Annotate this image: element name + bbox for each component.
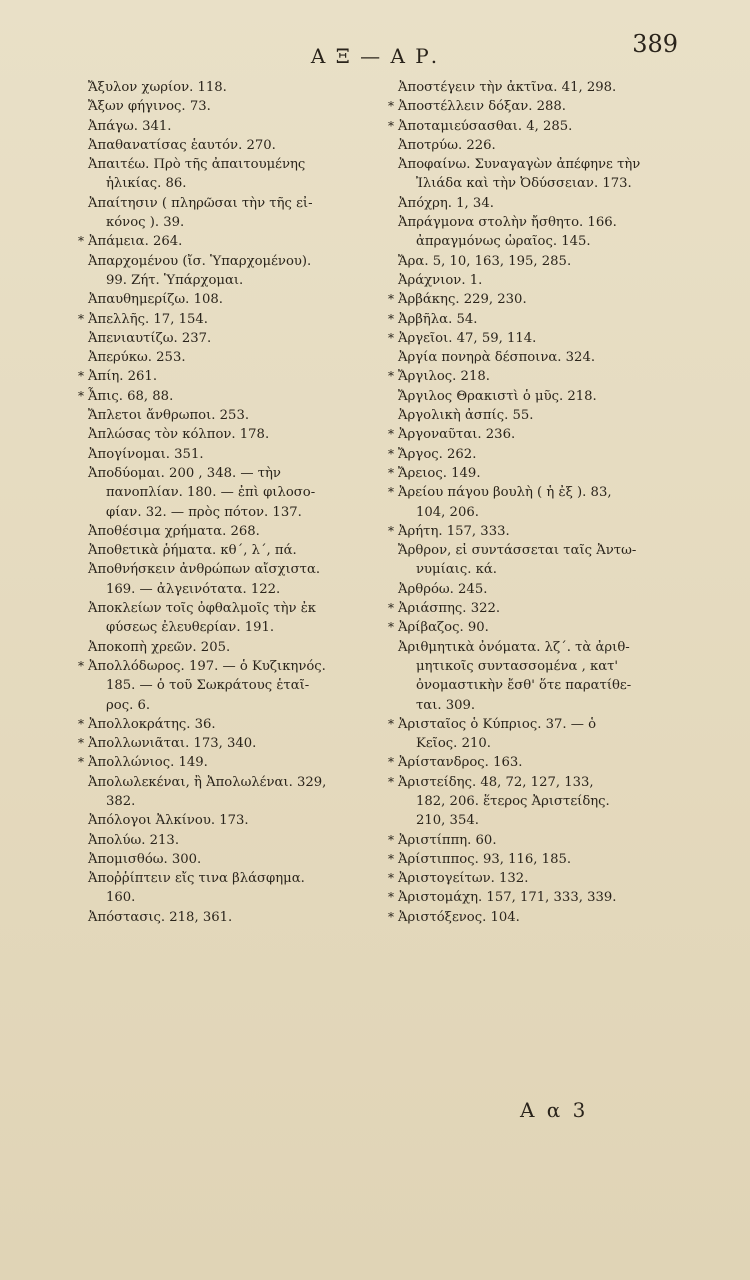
entry-line: Ἀποστέλλειν δόξαν. 288. [398,99,566,115]
entry-line: Ἀριάσπης. 322. [398,601,501,617]
index-entry [388,290,692,309]
entry-continuation-line: ἡλικίας. 86. [106,176,187,192]
page-number: 389 [632,30,678,58]
entry-line: Ἀποθετικὰ ῥήματα. κθ΄, λ΄, πά. [88,543,297,559]
entry-line: Ἀρβάκης. 229, 230. [398,292,527,308]
index-entry [388,310,692,329]
index-entry [78,387,380,406]
entry-continuation-line: φίαν. 32. — πρὸς πότον. 137. [106,504,302,520]
asterisk-marker: * [388,871,394,886]
running-header: Α Ξ — Α Ρ. [310,44,440,68]
asterisk-marker: * [388,99,394,114]
asterisk-marker: * [388,832,394,847]
entry-line: Ἄξων φήγινος. 73. [88,99,211,115]
entry-line: Ἄρθρον, εἰ συντάσσεται ταῖς Ἀντω- [398,543,637,559]
index-entry [388,213,692,252]
index-entry [388,522,692,541]
index-entry [388,425,692,444]
entry-line: Ἀπερύκω. 253. [88,350,186,366]
asterisk-marker: * [388,601,394,616]
entry-line: Ἄργιλος Θρακιστὶ ὁ μῦς. 218. [398,388,597,404]
asterisk-marker: * [78,369,84,384]
asterisk-marker: * [388,369,394,384]
entry-continuation-line: 160. [106,890,136,906]
entry-continuation-line: 210, 354. [416,813,479,829]
entry-continuation-line: νυμίαις. κά. [416,562,497,578]
index-entry [78,715,380,734]
entry-line: Ἆπις. 68, 88. [88,388,174,404]
index-entry [388,483,692,522]
asterisk-marker: * [78,716,84,731]
entry-line: Ἀποῤῥίπτειν εἴς τινα βλάσφημα. [88,871,305,887]
entry-continuation-line: ρος. 6. [106,697,151,713]
index-entry [78,464,380,522]
entry-line: Ἄρα. 5, 10, 163, 195, 285. [398,253,572,269]
index-entry [388,348,692,367]
index-entry [388,773,692,831]
entry-line: Ἀπαίτησιν ( πληρῶσαι τὴν τῆς εἰ- [88,195,313,211]
entry-line: Ἀποθνήσκειν ἀνθρώπων αἴσχιστα. [88,562,321,578]
entry-line: Ἀπόλογοι Ἀλκίνου. 173. [88,813,249,829]
entry-line: Ἀρίστανδρος. 163. [398,755,523,771]
asterisk-marker: * [388,118,394,133]
index-entry [78,908,380,927]
index-entry [388,850,692,869]
asterisk-marker: * [388,851,394,866]
entry-line: Ἀρβῆλα. 54. [398,311,478,327]
entry-continuation-line: 169. — ἀλγεινότατα. 122. [106,581,281,597]
index-entry [388,117,692,136]
entry-continuation-line: 185. — ὁ τοῦ Σωκράτους ἑταῖ- [106,678,310,694]
index-entry [78,753,380,772]
entry-continuation-line: Κεῖος. 210. [416,736,491,752]
index-column-left [78,78,380,927]
entry-line: Ἀριθμητικὰ ὀνόματα. λζ΄. τὰ ἀριθ- [398,639,630,655]
index-entry [78,367,380,386]
entry-line: Ἀπαυθημερίζω. 108. [88,292,223,308]
entry-line: Ἀργοναῦται. 236. [398,427,516,443]
asterisk-marker: * [78,658,84,673]
entry-line: Ἀράχνιον. 1. [398,272,483,288]
asterisk-marker: * [78,311,84,326]
index-entry [388,97,692,116]
index-entry [78,445,380,464]
entry-line: Ἀποκλείων τοῖς ὀφθαλμοῖς τὴν ἐκ [88,601,317,617]
index-entry [388,406,692,425]
entry-line: Ἀπίη. 261. [88,369,158,385]
index-entry [78,831,380,850]
asterisk-marker: * [388,774,394,789]
index-entry [388,888,692,907]
index-entry [78,734,380,753]
entry-continuation-line: μητικοῖς συντασσομένα , κατ' [416,658,619,674]
index-entry [78,252,380,291]
index-entry [78,155,380,194]
index-entry [388,908,692,927]
asterisk-marker: * [388,755,394,770]
entry-line: Ἀρισταῖος ὁ Κύπριος. 37. — ὁ [398,716,597,732]
entry-line: Ἀποφαίνω. Συναγαγὼν ἀπέφηνε τὴν [398,157,641,173]
asterisk-marker: * [388,620,394,635]
entry-line: Ἄπλετοι ἄνθρωποι. 253. [88,408,250,424]
index-entry [388,387,692,406]
asterisk-marker: * [388,523,394,538]
entry-line: Ἀπόστασις. 218, 361. [88,909,233,925]
entry-line: Ἀριστίππη. 60. [398,832,497,848]
entry-line: Ἀργολικὴ ἀσπίς. 55. [398,408,534,424]
entry-continuation-line: πανοπλίαν. 180. — ἐπὶ φιλοσο- [106,485,316,501]
entry-continuation-line: 382. [106,793,136,809]
entry-line: Ἀπολλώνιος. 149. [88,755,208,771]
entry-line: Ἀπολλωνιᾶται. 173, 340. [88,736,257,752]
entry-line: Ἀπολύω. 213. [88,832,180,848]
entry-line: Ἀπολωλεκέναι, ἢ Ἀπολωλέναι. 329, [88,774,327,790]
entry-line: Ἄργος. 262. [398,446,477,462]
entry-line: Ἀρείου πάγου βουλὴ ( ἡ ἐξ ). 83, [398,485,612,501]
index-entry [388,638,692,715]
entry-line: Ἀρίβαζος. 90. [398,620,489,636]
entry-line: Ἀργεῖοι. 47, 59, 114. [398,330,537,346]
entry-line: Ἄργιλος. 218. [398,369,490,385]
index-entry [388,155,692,194]
index-entry [78,599,380,638]
asterisk-marker: * [78,736,84,751]
entry-continuation-line: ται. 309. [416,697,476,713]
entry-continuation-line: φύσεως ἐλευθερίαν. 191. [106,620,275,636]
index-entry [78,310,380,329]
entry-line: Ἀπαθανατίσας ἑαυτόν. 270. [88,137,276,153]
entry-line: Ἀπολλόδωρος. 197. — ὁ Κυζικηνός. [88,658,326,674]
index-entry [78,811,380,830]
index-entry [78,136,380,155]
entry-continuation-line: Ἰλιάδα καὶ τὴν Ὀδύσσειαν. 173. [416,176,632,192]
index-entry [388,753,692,772]
asterisk-marker: * [388,311,394,326]
index-entry [388,194,692,213]
entry-line: Ἀργία πονηρὰ δέσποινα. 324. [398,350,596,366]
entry-line: Ἀποτρύω. 226. [398,137,496,153]
entry-line: Ἀποθέσιμα χρήματα. 268. [88,523,260,539]
entry-line: Ἀπενιαυτίζω. 237. [88,330,212,346]
index-entry [78,232,380,251]
entry-line: Ἀπολλοκράτης. 36. [88,716,216,732]
entry-line: Ἀπαιτέω. Πρὸ τῆς ἀπαιτουμένης [88,157,306,173]
entry-line: Ἀπλώσας τὸν κόλπον. 178. [88,427,270,443]
index-entry [78,329,380,348]
index-entry [388,136,692,155]
entry-line: Ἀριστόξενος. 104. [398,909,520,925]
entry-continuation-line: ὀνομαστικὴν ἔσθ' ὅτε παρατίθε- [416,678,632,694]
index-entry [388,580,692,599]
index-entry [78,657,380,715]
index-entry [78,194,380,233]
entry-continuation-line: 99. Ζήτ. Ὑπάρχομαι. [106,272,244,288]
index-entry [78,638,380,657]
entry-line: Ἀπράγμονα στολὴν ἤσθητο. 166. [398,215,617,231]
index-entry [388,252,692,271]
entry-line: Ἄξυλον χωρίον. 118. [88,80,227,95]
entry-line: Ἄρειος. 149. [398,465,481,481]
index-entry [388,78,692,97]
entry-line: Ἀποκοπὴ χρεῶν. 205. [88,639,231,655]
asterisk-marker: * [388,427,394,442]
index-entry [388,329,692,348]
index-column-right [388,78,692,927]
index-entry [388,464,692,483]
entry-line: Ἀποστέγειν τὴν ἀκτῖνα. 41, 298. [398,80,617,95]
asterisk-marker: * [388,446,394,461]
index-entry [388,618,692,637]
index-entry [78,425,380,444]
entry-line: Ἀριστογείτων. 132. [398,871,529,887]
index-entry [388,367,692,386]
index-entry [78,869,380,908]
asterisk-marker: * [78,755,84,770]
index-entry [78,406,380,425]
index-entry [388,541,692,580]
entry-line: Ἀπαρχομένου (ἴσ. Ὑπαρχομένου). [88,253,312,269]
printer-signature: Α α 3 [520,1098,589,1122]
index-entry [388,271,692,290]
asterisk-marker: * [78,234,84,249]
entry-line: Ἀπόχρη. 1, 34. [398,195,494,211]
index-entry [78,97,380,116]
index-entry [388,831,692,850]
asterisk-marker: * [78,388,84,403]
index-entry [78,290,380,309]
index-entry [78,117,380,136]
index-entry [388,599,692,618]
entry-continuation-line: ἀπραγμόνως ὡραῖος. 145. [416,234,591,250]
asterisk-marker: * [388,485,394,500]
index-entry [78,348,380,367]
entry-line: Ἀποδύομαι. 200 , 348. — τὴν [88,465,281,481]
asterisk-marker: * [388,330,394,345]
asterisk-marker: * [388,716,394,731]
entry-line: Ἀριστείδης. 48, 72, 127, 133, [398,774,594,790]
entry-line: Ἀπελλῆς. 17, 154. [88,311,208,327]
index-entry [78,541,380,560]
index-entry [78,560,380,599]
asterisk-marker: * [388,465,394,480]
index-entry [78,78,380,97]
entry-continuation-line: κόνος ). 39. [106,215,185,231]
entry-line: Ἀρθρόω. 245. [398,581,488,597]
entry-line: Ἀρήτη. 157, 333. [398,523,510,539]
index-entry [388,869,692,888]
entry-line: Ἀριστομάχη. 157, 171, 333, 339. [398,890,617,906]
asterisk-marker: * [388,292,394,307]
entry-line: Ἀπάγω. 341. [88,118,172,134]
entry-line: Ἀποταμιεύσασθαι. 4, 285. [398,118,573,134]
entry-line: Ἀπάμεια. 264. [88,234,183,250]
index-entry [388,445,692,464]
entry-continuation-line: 182, 206. ἕτερος Ἀριστείδης. [416,793,610,809]
entry-continuation-line: 104, 206. [416,504,479,520]
asterisk-marker: * [388,890,394,905]
entry-line: Ἀπομισθόω. 300. [88,851,202,867]
asterisk-marker: * [388,909,394,924]
entry-line: Ἀπογίνομαι. 351. [88,446,204,462]
entry-line: Ἀρίστιππος. 93, 116, 185. [398,851,572,867]
index-entry [388,715,692,754]
index-entry [78,773,380,812]
index-entry [78,522,380,541]
index-entry [78,850,380,869]
